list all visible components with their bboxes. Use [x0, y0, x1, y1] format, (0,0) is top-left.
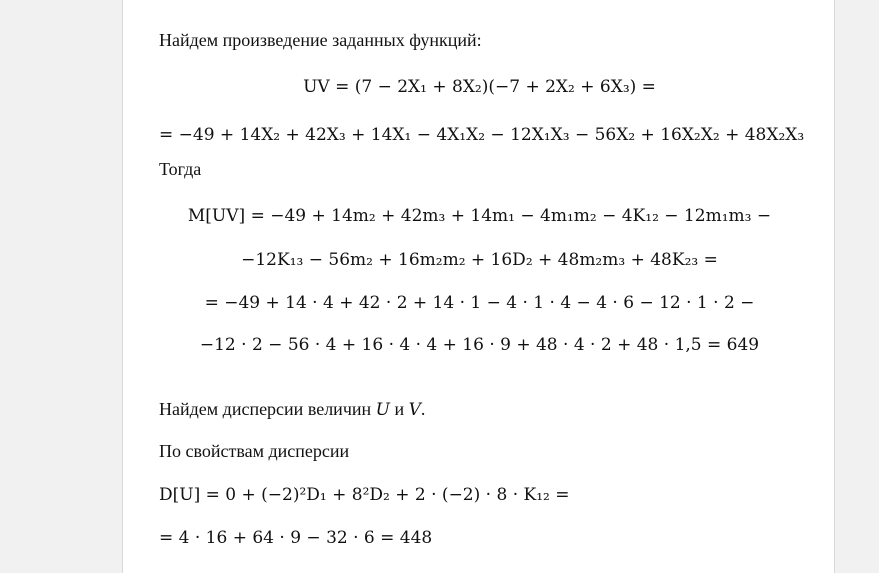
document-page	[122, 0, 835, 573]
dispersion-period: .	[420, 399, 426, 419]
paragraph-property: По свойствам дисперсии	[159, 441, 350, 461]
symbol-u: U	[375, 400, 390, 420]
equation-product-expanded: = −49 + 14X₂ + 42X₃ + 14X₁ − 4X₁X₂ − 12X₁X₃ − 56X₂ + 16X₂X₂ + 48X₂X₃	[159, 125, 805, 145]
equation-expectation-line3: = −49 + 14 · 4 + 42 · 2 + 14 · 1 − 4 · 1 · 4 − 4 · 6 − 12 · 1 · 2 −	[204, 293, 755, 313]
paragraph-intro: Найдем произведение заданных функций:	[159, 30, 482, 50]
equation-product: UV = (7 − 2X₁ + 8X₂)(−7 + 2X₂ + 6X₃) =	[303, 77, 656, 97]
symbol-v: V	[408, 400, 421, 420]
dispersion-intro-text: Найдем дисперсии величин	[159, 399, 372, 419]
paragraph-dispersion	[159, 398, 425, 421]
equation-dispersion-u-result: = 4 · 16 + 64 · 9 − 32 · 6 = 448	[159, 528, 433, 548]
equation-expectation-line1: M[UV] = −49 + 14m₂ + 42m₃ + 14m₁ − 4m₁m₂ − 4K₁₂ − 12m₁m₃ −	[187, 206, 772, 226]
paragraph-then: Тогда	[159, 159, 202, 179]
equation-expectation-line2: −12K₁₃ − 56m₂ + 16m₂m₂ + 16D₂ + 48m₂m₃ + 48K₂₃ =	[241, 250, 718, 270]
equation-dispersion-u: D[U] = 0 + (−2)²D₁ + 8²D₂ + 2 · (−2) · 8 · K₁₂ =	[159, 485, 570, 505]
dispersion-and-text: и	[394, 399, 405, 419]
equation-expectation-line4: −12 · 2 − 56 · 4 + 16 · 4 · 4 + 16 · 9 + 48 · 4 · 2 + 48 · 1,5 = 649	[199, 335, 760, 355]
